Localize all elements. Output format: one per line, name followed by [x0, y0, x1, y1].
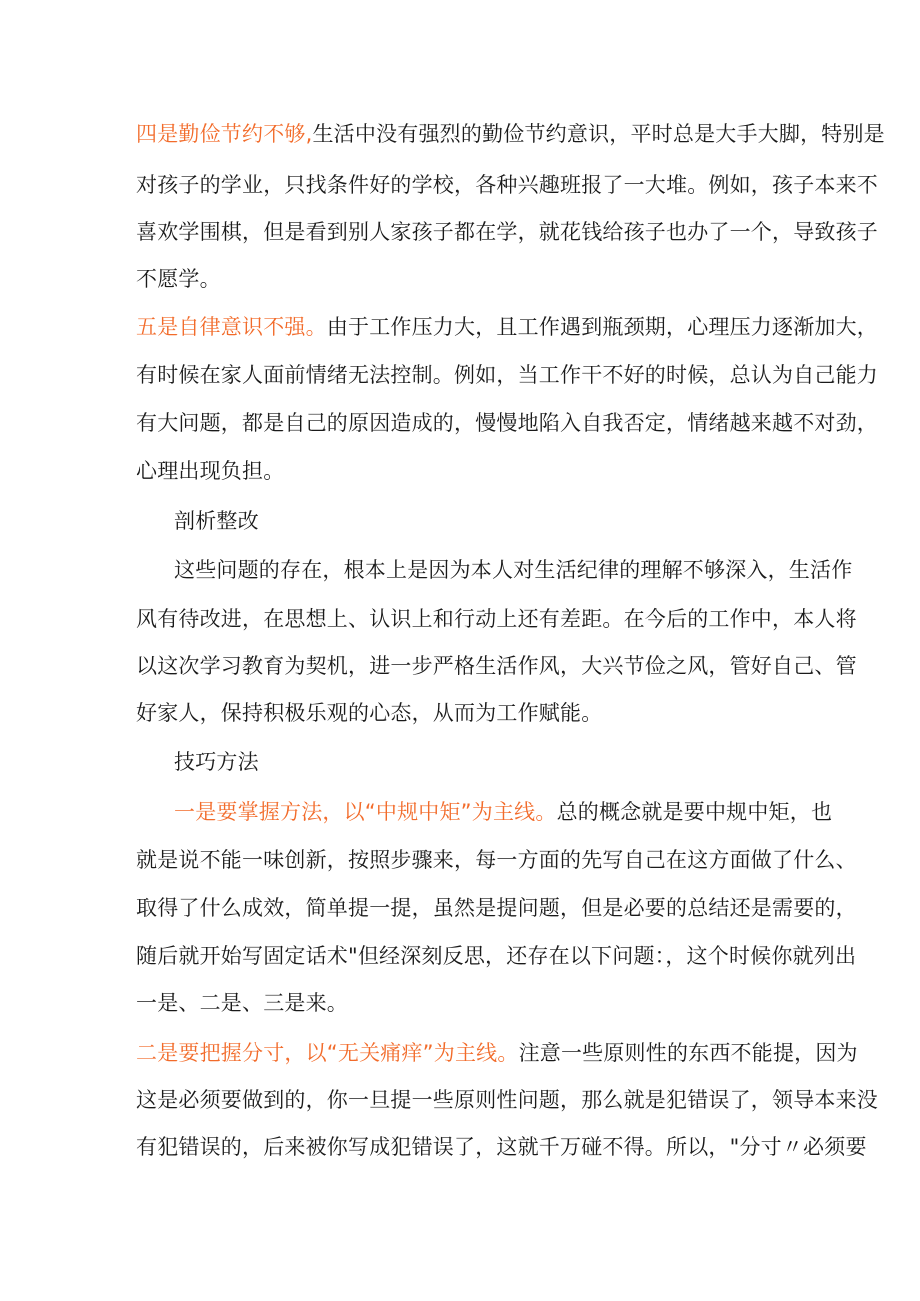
p5-line-2: 有时候在家人面前情绪无法控制。例如，当工作干不好的时候，总认为自己能力 [136, 363, 878, 387]
section1-line-1: 这些问题的存在，根本上是因为本人对生活纪律的理解不够深入，生活作 [174, 558, 853, 582]
tip1-text-1: 总的概念就是要中规中矩，也 [556, 800, 833, 824]
tip1-line-4: 随后就开始写固定话术"但经深刻反思，还存在以下问题：，这个时候你就列出 [136, 944, 857, 968]
p4-line-1 [136, 120, 885, 148]
tip2-line-1 [136, 1039, 858, 1067]
section-title-analysis: 剖析整改 [174, 509, 259, 533]
section1-line-3: 以这次学习教育为契机，进一步严格生活作风，大兴节俭之风，管好自己、管 [136, 654, 857, 678]
section1-line-2: 风有待改进，在思想上、认识上和行动上还有差距。在今后的工作中，本人将 [136, 607, 857, 631]
p4-line-2: 对孩子的学业，只找条件好的学校，各种兴趣班报了一大堆。例如，孩子本来不 [136, 173, 878, 197]
p4-heading: 四是勤俭节约不够, [136, 122, 313, 146]
p5-line-1 [136, 313, 879, 341]
p4-line-3: 喜欢学围棋，但是看到别人家孩子都在学，就花钱给孩子也办了一个，导致孩子 [136, 220, 878, 244]
tip1-line-1 [174, 798, 834, 826]
tip1-line-2: 就是说不能一味创新，按照步骤来，每一方面的先写自己在这方面做了什么、 [136, 848, 857, 872]
tip1-heading: 一是要掌握方法，以“中规中矩”为主线。 [174, 800, 557, 824]
section1-line-4: 好家人，保持积极乐观的心态，从而为工作赋能。 [136, 701, 603, 725]
tip1-line-5: 一是、二是、三是来。 [136, 991, 348, 1015]
p5-heading: 五是自律意识不强。 [136, 315, 327, 339]
p4-text-1: 生活中没有强烈的勤俭节约意识，平时总是大手大脚，特别是 [312, 122, 885, 146]
p5-line-4: 心理出现负担。 [136, 459, 285, 483]
tip2-line-3: 有犯错误的，后来被你写成犯错误了，这就千万碰不得。所以，"分寸〃必须要 [136, 1135, 867, 1159]
section-title-tips: 技巧方法 [174, 750, 259, 774]
tip2-line-2: 这是必须要做到的，你一旦提一些原则性问题，那么就是犯错误了，领导本来没 [136, 1088, 878, 1112]
tip2-heading: 二是要把握分寸，以“无关痛痒”为主线。 [136, 1041, 519, 1065]
tip2-text-1: 注意一些原则性的东西不能提，因为 [518, 1041, 858, 1065]
tip1-line-3: 取得了什么成效，简单提一提，虽然是提问题，但是必要的总结还是需要的， [136, 896, 857, 920]
p5-text-1: 由于工作压力大，且工作遇到瓶颈期，心理压力逐渐加大， [326, 315, 879, 339]
p4-line-4: 不愿学。 [136, 267, 221, 291]
p5-line-3: 有大问题，都是自己的原因造成的，慢慢地陷入自我否定，情绪越来越不对劲， [136, 411, 878, 435]
